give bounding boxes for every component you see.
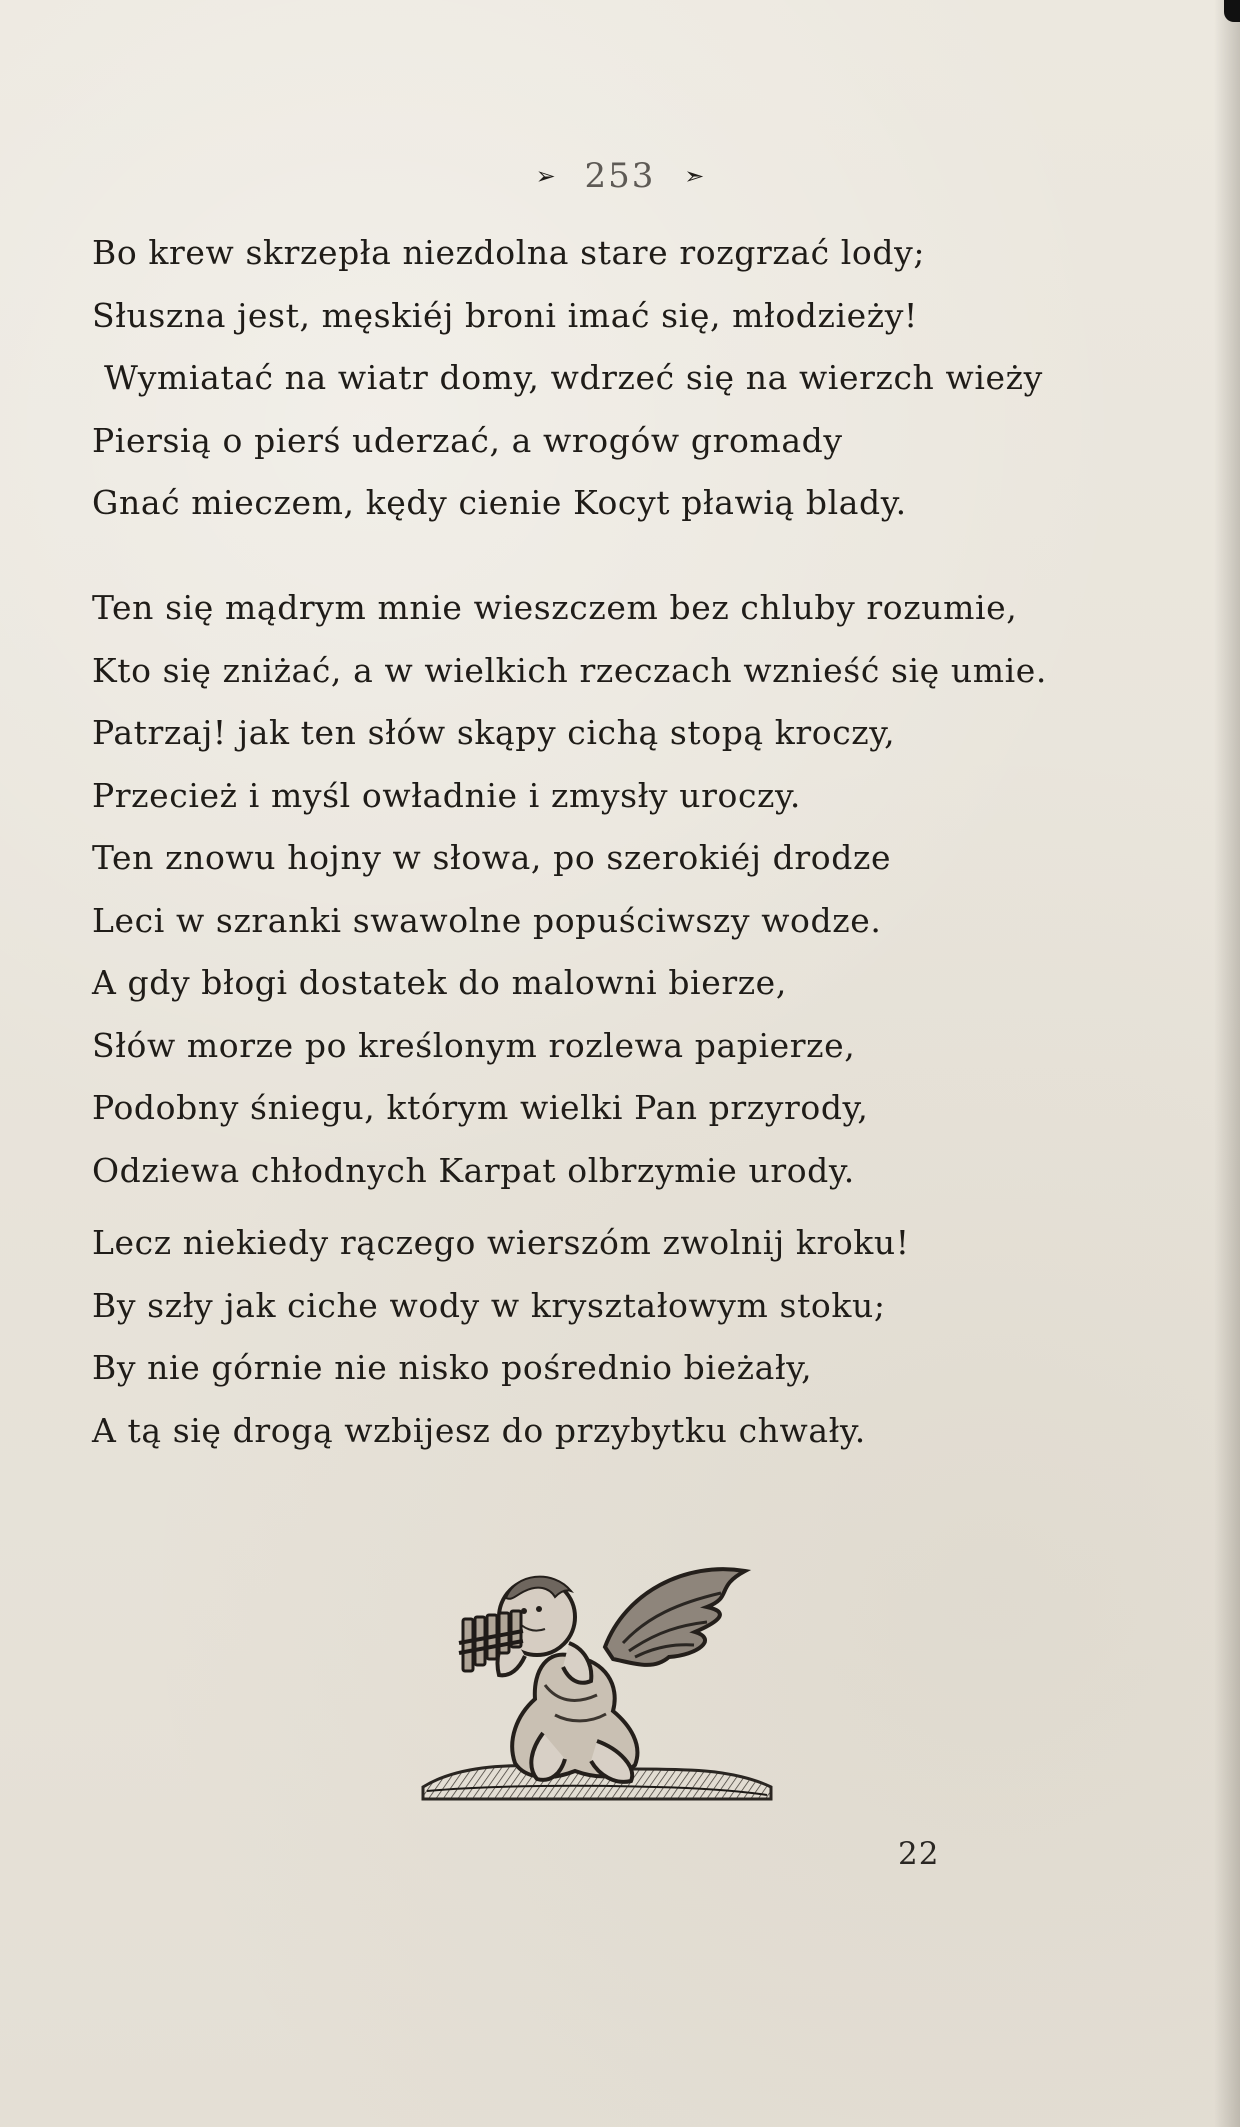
verse-line: Słuszna jest, męskiéj broni imać się, młodzieży! bbox=[92, 295, 918, 335]
verse-line: Lecz niekiedy rączego wierszóm zwolnij kroku! bbox=[92, 1223, 910, 1262]
verse-line: A tą się drogą wzbijesz do przybytku chwały. bbox=[92, 1410, 866, 1450]
verse-line: Kto się zniżać, a w wielkich rzeczach wznieść się umie. bbox=[92, 650, 1048, 690]
stanza-1 bbox=[92, 222, 1132, 535]
stanza-2 bbox=[92, 577, 1132, 1202]
verse-line: Przecież i myśl owładnie i zmysły uroczy. bbox=[92, 775, 801, 815]
verse-line: Piersią o pierś uderzać, a wrogów gromady bbox=[92, 420, 843, 460]
stanza-3 bbox=[92, 1212, 1132, 1462]
verse-line: Słów morze po kreślonym rozlewa papierze, bbox=[92, 1025, 856, 1065]
corner-ink-mark bbox=[1224, 0, 1240, 22]
catchword: 22 bbox=[898, 1836, 940, 1872]
cherub-with-panpipes-icon bbox=[415, 1535, 780, 1815]
verse-line: Odziewa chłodnych Karpat olbrzymie urody. bbox=[92, 1150, 855, 1190]
verse-line: Podobny śniegu, którym wielki Pan przyrody, bbox=[92, 1088, 869, 1127]
verse-line: Patrzaj! jak ten słów skąpy cichą stopą kroczy, bbox=[92, 713, 896, 752]
header-ornament-left: ➢ bbox=[535, 162, 556, 190]
verse-line: Ten się mądrym mnie wieszczem bez chluby rozumie, bbox=[92, 588, 1018, 627]
page-number: 253 bbox=[584, 156, 656, 196]
page-edge-shadow bbox=[1214, 0, 1240, 2127]
verse-line: Leci w szranki swawolne popuściwszy wodze. bbox=[92, 900, 882, 940]
verse-line: By szły jak ciche wody w kryształowym stoku; bbox=[92, 1285, 886, 1325]
header-ornament-right: ➣ bbox=[684, 162, 705, 190]
verse-line: Wymiatać na wiatr domy, wdrzeć się na wierzch wieży bbox=[104, 358, 1043, 397]
verse-line: Bo krew skrzepła niezdolna stare rozgrzać lody; bbox=[92, 233, 926, 272]
verse-line: Gnać mieczem, kędy cienie Kocyt pławią blady. bbox=[92, 483, 907, 522]
page-header bbox=[0, 154, 1240, 196]
verse-line: A gdy błogi dostatek do malowni bierze, bbox=[92, 963, 787, 1002]
verse-line: By nie górnie nie nisko pośrednio bieżały, bbox=[92, 1348, 813, 1387]
verse-line: Ten znowu hojny w słowa, po szerokiéj drodze bbox=[92, 838, 892, 877]
